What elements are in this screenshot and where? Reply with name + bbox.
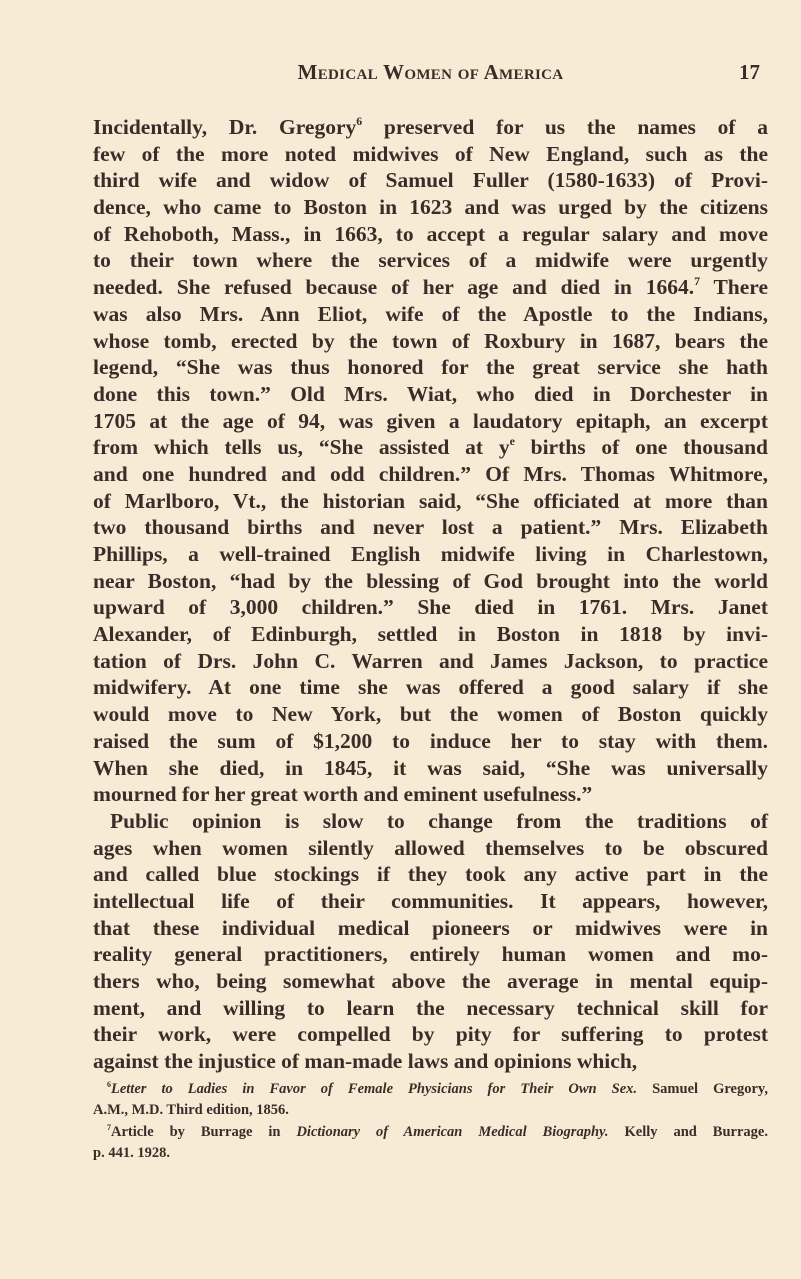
text-run: Alexander, of Edinburgh, settled in Boston in 1818 by invi- xyxy=(93,622,768,647)
footnote-line xyxy=(93,1100,768,1121)
text-line xyxy=(93,835,768,862)
text-line xyxy=(93,648,768,675)
text-run: preserved for us the names of a xyxy=(362,115,769,139)
page-number: 17 xyxy=(739,60,760,84)
text-line xyxy=(93,194,768,221)
body-text xyxy=(93,114,768,1075)
text-line xyxy=(93,114,768,141)
text-line xyxy=(93,167,768,194)
text-run: A.M., M.D. Third edition, 1856. xyxy=(93,1102,289,1119)
text-line xyxy=(93,488,768,515)
text-line xyxy=(93,781,768,808)
text-line xyxy=(93,274,768,301)
text-line xyxy=(93,568,768,595)
text-run: Samuel Gregory, xyxy=(637,1081,768,1097)
text-run: whose tomb, erected by the town of Roxbury in 1687, bears the xyxy=(93,328,768,353)
text-run: their work, were compelled by pity for suffering to protest xyxy=(93,1022,768,1047)
text-line xyxy=(93,141,768,168)
text-run: legend, “She was thus honored for the great service she hath xyxy=(93,355,768,380)
text-line xyxy=(93,888,768,915)
text-run: p. 441. 1928. xyxy=(93,1144,170,1161)
text-run: against the injustice of man-made laws and opinions which, xyxy=(93,1049,638,1074)
footnote-line xyxy=(93,1143,768,1164)
text-line xyxy=(93,755,768,782)
text-run: upward of 3,000 children.” She died in 1761. Mrs. Janet xyxy=(93,595,768,620)
text-line xyxy=(93,301,768,328)
text-line xyxy=(93,221,768,248)
text-run: Kelly and Burrage. xyxy=(608,1123,768,1140)
text-run: mourned for her great worth and eminent usefulness.” xyxy=(93,782,593,807)
text-run: third wife and widow of Samuel Fuller (1580-1633) of Provi- xyxy=(93,168,768,193)
footnote-ref: 7 xyxy=(107,1122,111,1132)
text-run: Article by Burrage in xyxy=(110,1123,297,1140)
text-run: few of the more noted midwives of New England, such as the xyxy=(93,141,768,166)
text-line xyxy=(93,968,768,995)
text-run: two thousand births and never lost a patient.” Mrs. Elizabeth xyxy=(93,515,768,540)
text-line xyxy=(93,621,768,648)
text-run: 1705 at the age of 94, was given a laudatory epitaph, an excerpt xyxy=(93,408,768,433)
text-line xyxy=(93,354,768,381)
text-run: dence, who came to Boston in 1623 and was urged by the citizens xyxy=(93,195,768,220)
text-run: thers who, being somewhat above the average in mental equip- xyxy=(93,969,768,993)
text-run: Phillips, a well-trained English midwife living in Charlestown, xyxy=(93,542,768,566)
text-line xyxy=(93,915,768,942)
text-run: Incidentally, Dr. Gregory xyxy=(93,115,357,139)
text-run: and one hundred and odd children.” Of Mrs. Thomas Whitmore, xyxy=(93,461,768,486)
text-line xyxy=(93,408,768,435)
text-run: There xyxy=(700,275,768,300)
text-line xyxy=(93,861,768,888)
text-line xyxy=(93,381,768,408)
text-run: near Boston, “had by the blessing of God brought into the world xyxy=(93,568,768,593)
text-run: reality general practitioners, entirely human women and mo- xyxy=(93,942,768,967)
italic-title: Dictionary of American Medical Biography. xyxy=(296,1123,609,1140)
text-run: Public opinion is slow to change from the traditions of xyxy=(110,808,768,833)
text-run: was also Mrs. Ann Eliot, wife of the Apostle to the Indians, xyxy=(93,301,768,326)
running-header xyxy=(93,60,768,90)
text-line xyxy=(93,328,768,355)
footnote-ref: e xyxy=(509,434,515,449)
text-line xyxy=(93,594,768,621)
text-run: from which tells us, “She assisted at y xyxy=(93,435,510,460)
text-run: ment, and willing to learn the necessary technical skill for xyxy=(93,995,768,1020)
text-line xyxy=(93,461,768,488)
text-line xyxy=(93,941,768,968)
footnote-ref: 6 xyxy=(107,1080,111,1090)
text-run: done this town.” Old Mrs. Wiat, who died in Dorchester in xyxy=(93,381,768,406)
italic-title: Letter to Ladies in Favor of Female Physicians for Their Own Sex. xyxy=(110,1081,638,1097)
text-line xyxy=(93,995,768,1022)
footnote-line xyxy=(93,1122,768,1143)
text-run: of Rehoboth, Mass., in 1663, to accept a regular salary and move xyxy=(93,221,768,246)
text-run: intellectual life of their communities. It appears, however, xyxy=(93,888,768,913)
text-run: of Marlboro, Vt., the historian said, “She officiated at more than xyxy=(93,488,768,513)
text-run: that these individual medical pioneers or midwives were in xyxy=(93,915,768,940)
text-run: raised the sum of $1,200 to induce her to stay with them. xyxy=(93,728,768,753)
text-line xyxy=(93,434,768,461)
text-line xyxy=(93,1021,768,1048)
text-run: tation of Drs. John C. Warren and James Jackson, to practice xyxy=(93,648,768,673)
footnotes xyxy=(93,1079,768,1164)
text-run: births of one thousand xyxy=(514,435,768,460)
text-run: to their town where the services of a midwife were urgently xyxy=(93,248,768,273)
text-line xyxy=(93,674,768,701)
text-run: When she died, in 1845, it was said, “She was universally xyxy=(93,755,768,780)
footnote-ref: 7 xyxy=(694,274,700,289)
text-line xyxy=(93,808,768,835)
text-run: and called blue stockings if they took any active part in the xyxy=(93,862,768,887)
text-run: midwifery. At one time she was offered a good salary if she xyxy=(93,675,768,700)
text-run: would move to New York, but the women of Boston quickly xyxy=(93,702,768,727)
text-line xyxy=(93,1048,768,1075)
text-run: ages when women silently allowed themselves to be obscured xyxy=(93,835,768,860)
running-title: Medical Women of America xyxy=(297,60,564,84)
footnote-line xyxy=(93,1079,768,1100)
text-line xyxy=(93,701,768,728)
text-run: needed. She refused because of her age and died in 1664. xyxy=(93,275,695,300)
text-line xyxy=(93,514,768,541)
footnote-ref: 6 xyxy=(356,114,363,129)
text-line xyxy=(93,541,768,568)
text-line xyxy=(93,247,768,274)
text-line xyxy=(93,728,768,755)
